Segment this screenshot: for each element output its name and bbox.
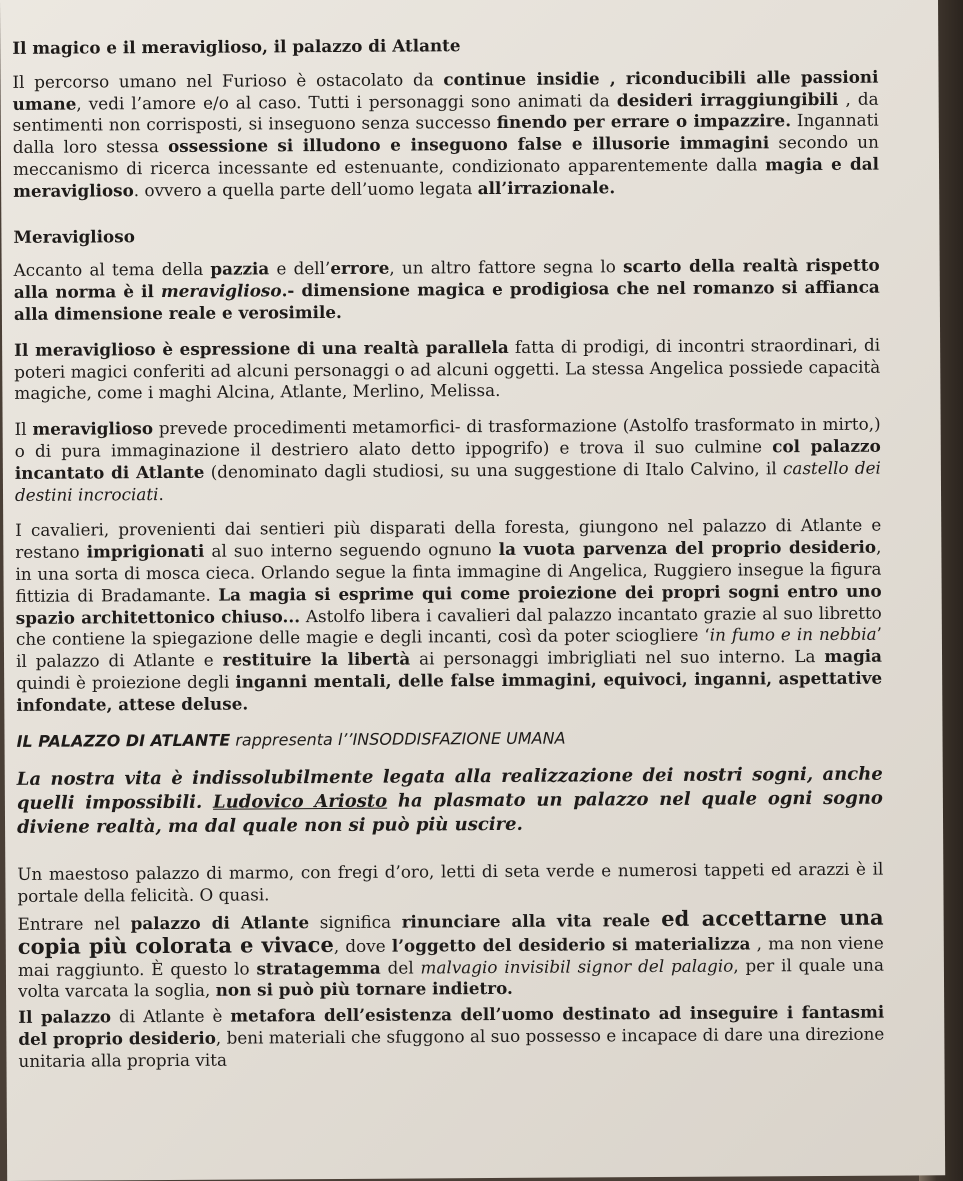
document-title: Il magico e il meraviglioso, il palazzo di Atlante <box>12 35 461 58</box>
paragraph-procedimenti: Il meraviglioso prevede procedimenti metamorfici- di trasformazione (Astolfo trasformato in mirto,) o di pura immaginazione il destriero alato detto ippogrifo) e trova il suo culmine col palazzo incantato di Atlante (denominato dagli studiosi, su una suggestione di Italo Calvino, il castello dei destini incrociati. <box>14 413 881 505</box>
paragraph-entrare-palazzo: Entrare nel palazzo di Atlante significa rinunciare alla vita reale ed accettarne una copia più colorata e vivace, dove l’oggetto del desiderio si materializza , ma non viene mai raggiunto. È questo lo stratagemma del malvagio invisibil signor del palagio, per il quale una volta varcata la soglia, non si può più tornare indietro. <box>17 904 884 1002</box>
section-heading-palazzo: IL PALAZZO DI ATLANTE rappresenta l’’INSODDISFAZIONE UMANA <box>16 728 566 751</box>
section-heading-meraviglioso: Meraviglioso <box>13 225 135 247</box>
paragraph-meraviglioso-intro: Accanto al tema della pazzia e dell’errore, un altro fattore segna lo scarto della realtà rispetto alla norma è il meraviglioso.- dimensione magica e prodigiosa che nel romanzo si affianca alla dimensione reale e verosimile. <box>13 255 880 324</box>
paragraph-cavalieri: I cavalieri, provenienti dai sentieri più disparati della foresta, giungono nel palazzo di Atlante e restano imprigionati al suo interno seguendo ognuno la vuota parvenza del proprio desiderio, in una sorta di mosca cieca. Orlando segue la finta immagine di Angelica, Ruggiero insegue la figura fittizia di Bradamante. La magia si esprime qui come proiezione dei propri sogni entro uno spazio architettonico chiuso... Astolfo libera i cavalieri dal palazzo incantato grazie al suo libretto che contiene la spiegazione delle magie e degli incanti, così da poter sciogliere ‘in fumo e in nebbia’ il palazzo di Atlante e restituire la libertà ai personaggi imbrigliati nel suo interno. La magia quindi è proiezione degli inganni mentali, delle false immagini, equivoci, inganni, aspettative infondate, attese deluse. <box>15 514 883 715</box>
paragraph-palazzo-marmo: Un maestoso palazzo di marmo, con fregi d’oro, letti di seta verde e numerosi tappeti ed arazzi è il portale della felicità. O quasi. <box>17 858 884 907</box>
paragraph-metafora: Il palazzo di Atlante è metafora dell’esistenza dell’uomo destinato ad inseguire i fantasmi del proprio desiderio, beni materiali che sfuggono al suo possesso e incapace di dare una direzione unitaria alla propria vita <box>18 1001 885 1071</box>
paragraph-intro: Il percorso umano nel Furioso è ostacolato da continue insidie , riconducibili alle passioni umane, vedi l’amore e/o al caso. Tutti i personaggi sono animati da desideri irraggiungibili , da sentimenti non corrisposti, si inseguono senza successo finendo per errare o impazzire. Ingannati dalla loro stessa ossessione si illudono e inseguono false e illusorie immagini secondo un meccanismo di ricerca incessante ed estenuante, condizionato apparentemente dalla magia e dal meraviglioso. ovvero a quella parte dell’uomo legata all’irrazionale. <box>12 66 880 201</box>
paragraph-realta-parallela: Il meraviglioso è espressione di una realtà parallela fatta di prodigi, di incontri straordinari, di poteri magici conferiti ad alcuni personaggi o ad alcuni oggetti. La stessa Angelica possiede capacità magiche, come i maghi Alcina, Atlante, Merlino, Melissa. <box>14 334 881 404</box>
quote-paragraph: La nostra vita è indissolubilmente legata alla realizzazione dei nostri sogni, anche quelli impossibili. Ludovico Ariosto ha plasmato un palazzo nel quale ogni sogno diviene realtà, ma dal quale non si può più uscire. <box>16 763 883 839</box>
